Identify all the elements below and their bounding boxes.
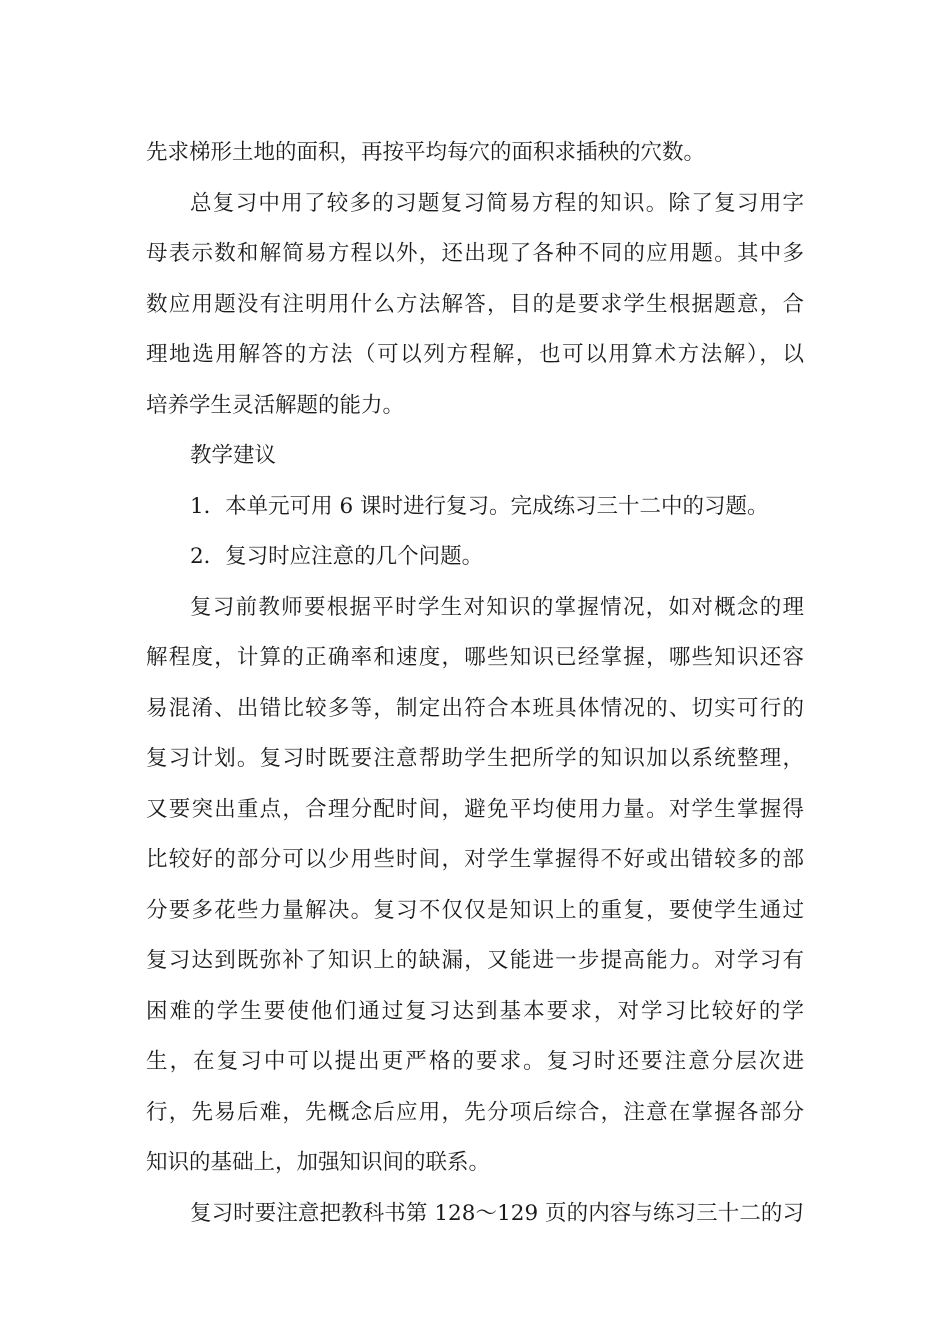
text-line-11: 解程度，计算的正确率和速度，哪些知识已经掌握，哪些知识还容: [146, 645, 804, 670]
text-line-21: 知识的基础上，加强知识间的联系。: [146, 1150, 491, 1175]
text-line-10: 复习前教师要根据平时学生对知识的掌握情况，如对概念的理: [190, 594, 804, 620]
text-line-5: 理地选用解答的方法（可以列方程解，也可以用算术方法解），以: [146, 342, 804, 367]
text-line-14: 又要突出重点，合理分配时间，避免平均使用力量。对学生掌握得: [146, 796, 804, 822]
text-line-2: 总复习中用了较多的习题复习简易方程的知识。除了复习用字: [190, 190, 804, 216]
document-page: [146, 128, 804, 1239]
text-line-15: 比较好的部分可以少用些时间，对学生掌握得不好或出错较多的部: [146, 847, 804, 872]
text-line-22: 复习时要注意把教科书第 128～129 页的内容与练习三十二的习: [190, 1200, 804, 1226]
text-line-16: 分要多花些力量解决。复习不仅仅是知识上的重复，要使学生通过: [146, 897, 804, 923]
list-item-1: 1．本单元可用 6 课时进行复习。完成练习三十二中的习题。: [190, 493, 769, 519]
text-line-12: 易混淆、出错比较多等，制定出符合本班具体情况的、切实可行的: [146, 695, 804, 721]
text-line-17: 复习达到既弥补了知识上的缺漏，又能进一步提高能力。对学习有: [146, 948, 804, 973]
list-item-2: 2．复习时应注意的几个问题。: [190, 544, 484, 569]
text-line-6: 培养学生灵活解题的能力。: [146, 392, 405, 418]
text-line-4: 数应用题没有注明用什么方法解答，目的是要求学生根据题意，合: [146, 291, 804, 317]
text-line-20: 行，先易后难，先概念后应用，先分项后综合，注意在掌握各部分: [146, 1099, 804, 1125]
text-line-19: 生，在复习中可以提出更严格的要求。复习时还要注意分层次进: [146, 1049, 804, 1074]
text-line-3: 母表示数和解简易方程以外，还出现了各种不同的应用题。其中多: [146, 241, 804, 266]
text-line-18: 困难的学生要使他们通过复习达到基本要求，对学习比较好的学: [146, 998, 804, 1024]
text-line-1: 先求梯形土地的面积，再按平均每穴的面积求插秧的穴数。: [146, 140, 706, 165]
text-line-13: 复习计划。复习时既要注意帮助学生把所学的知识加以系统整理，: [146, 746, 804, 771]
section-heading: 教学建议: [190, 443, 277, 468]
